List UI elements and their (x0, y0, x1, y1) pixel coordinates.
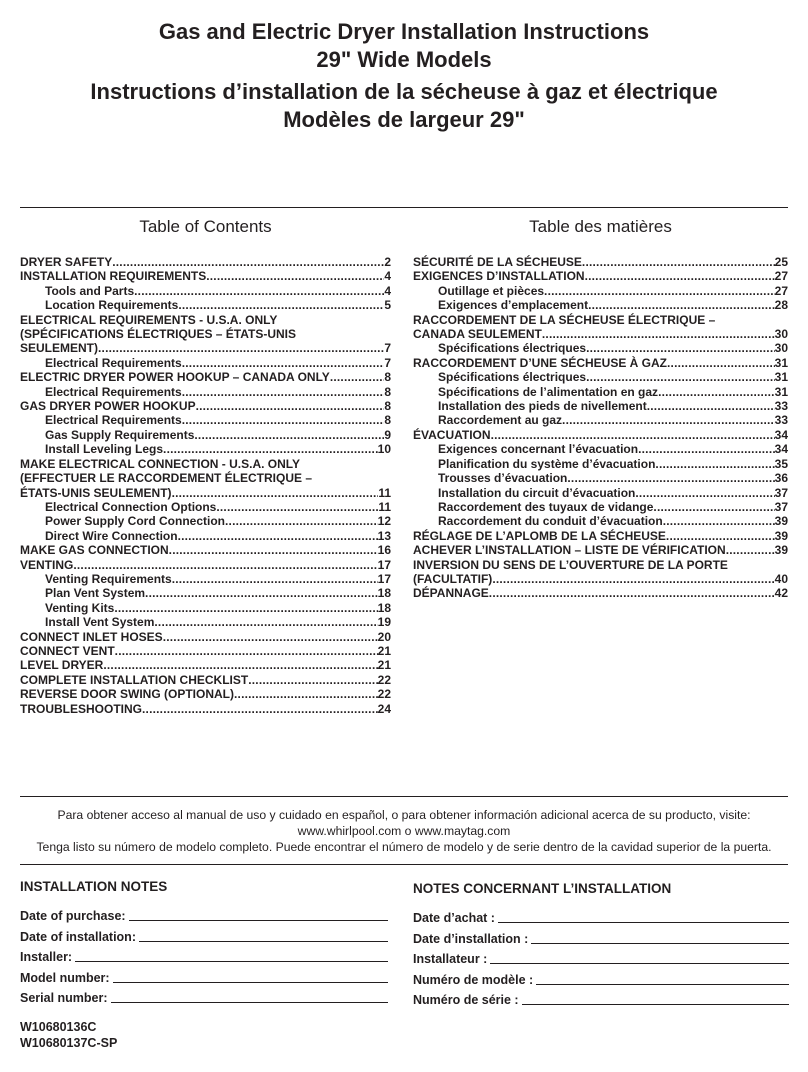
toc-entry-page: 36 (774, 471, 788, 486)
note-field-label: Numéro de modèle : (413, 972, 534, 987)
toc-list-en (20, 255, 391, 716)
toc-entry-page: 30 (774, 327, 788, 342)
toc-entry-page: 24 (377, 701, 391, 716)
toc-entry[interactable] (20, 514, 391, 528)
toc-entry-label: Installation des pieds de nivellement (438, 399, 647, 414)
toc-entry-page: 39 (774, 528, 788, 543)
toc-dot-leader (647, 399, 775, 413)
toc-entry-page: 17 (377, 557, 391, 572)
part-number-1: W10680136C (20, 1020, 97, 1034)
toc-entry-page: 37 (774, 499, 788, 514)
toc-entry-label: CONNECT VENT (20, 643, 115, 658)
toc-entry-label: Location Requirements (45, 298, 179, 313)
toc-entry[interactable] (413, 486, 788, 500)
toc-entry-label: Planification du système d’évacuation (438, 456, 656, 471)
note-field-blank-line[interactable] (490, 952, 789, 964)
toc-entry-label: (EFFECTUER LE RACCORDEMENT ÉLECTRIQUE – (20, 471, 313, 486)
toc-entry-page: 34 (774, 442, 788, 457)
toc-entry[interactable] (20, 255, 391, 269)
toc-entry-page: 13 (377, 528, 391, 543)
toc-entry-label: Gas Supply Requirements (45, 427, 195, 442)
toc-list-fr (413, 255, 788, 601)
toc-entry[interactable] (20, 486, 391, 500)
toc-entry-page: 37 (774, 485, 788, 500)
toc-entry[interactable] (413, 313, 788, 327)
toc-entry-label: VENTING (20, 557, 74, 572)
toc-entry[interactable] (413, 413, 788, 427)
toc-entry[interactable] (20, 298, 391, 312)
toc-entry-label: MAKE GAS CONNECTION (20, 543, 169, 558)
note-field (413, 905, 789, 925)
toc-entry-page: 8 (384, 370, 391, 385)
toc-entry[interactable] (20, 385, 391, 399)
toc-dot-leader (154, 615, 377, 629)
toc-dot-leader (588, 298, 775, 312)
toc-entry-label: ÉVACUATION (413, 427, 491, 442)
toc-entry[interactable] (20, 457, 391, 471)
toc-dot-leader (145, 586, 378, 600)
toc-dot-leader (655, 457, 774, 471)
toc-dot-leader (638, 442, 775, 456)
toc-dot-leader (112, 255, 384, 269)
toc-dot-leader (196, 399, 385, 413)
toc-entry-page: 7 (384, 341, 391, 356)
toc-entry[interactable] (413, 356, 788, 370)
note-field-blank-line[interactable] (531, 932, 789, 944)
toc-dot-leader (567, 471, 774, 485)
note-field-blank-line[interactable] (498, 911, 789, 923)
toc-entry[interactable] (20, 601, 391, 615)
bottom-divider (20, 796, 788, 797)
toc-entry-page: 12 (377, 514, 391, 529)
toc-entry[interactable] (413, 284, 788, 298)
toc-french (413, 216, 788, 601)
toc-entry-label: Raccordement des tuyaux de vidange (438, 499, 654, 514)
toc-entry-label: RACCORDEMENT DE LA SÉCHEUSE ÉLECTRIQUE – (413, 312, 716, 327)
toc-entry-page: 40 (774, 571, 788, 586)
toc-entry-page: 22 (377, 672, 391, 687)
toc-entry-label: Electrical Connection Options (45, 499, 217, 514)
toc-entry-page: 22 (377, 687, 391, 702)
top-divider (20, 207, 788, 208)
toc-entry-label: REVERSE DOOR SWING (OPTIONAL) (20, 687, 235, 702)
toc-entry[interactable] (20, 370, 391, 384)
toc-entry[interactable] (413, 428, 788, 442)
toc-entry[interactable] (413, 255, 788, 269)
toc-entry-label: COMPLETE INSTALLATION CHECKLIST (20, 672, 249, 687)
toc-entry-page: 21 (377, 658, 391, 673)
toc-entry[interactable] (413, 442, 788, 456)
toc-entry[interactable] (20, 327, 391, 341)
toc-entry[interactable] (413, 457, 788, 471)
toc-entry-label: LEVEL DRYER (20, 658, 104, 673)
toc-dot-leader (194, 428, 384, 442)
note-field (413, 987, 789, 1007)
toc-entry-label: RÉGLAGE DE L’APLOMB DE LA SÉCHEUSE (413, 528, 666, 543)
toc-entry[interactable] (20, 428, 391, 442)
toc-entry-label: Power Supply Cord Connection (45, 514, 226, 529)
note-field-label: Date of installation: (20, 929, 136, 944)
toc-entry[interactable] (413, 572, 788, 586)
toc-entry[interactable] (413, 269, 788, 283)
toc-entry-page: 2 (384, 255, 391, 269)
toc-entry-page: 33 (774, 413, 788, 428)
toc-entry-page: 17 (377, 571, 391, 586)
toc-entry[interactable] (413, 341, 788, 355)
toc-entry[interactable] (413, 586, 788, 600)
toc-entry-label: MAKE ELECTRICAL CONNECTION - U.S.A. ONLY (20, 456, 301, 471)
toc-entry-label: SÉCURITÉ DE LA SÉCHEUSE (413, 255, 582, 269)
toc-entry-page: 18 (377, 586, 391, 601)
toc-dot-leader (667, 356, 775, 370)
toc-dot-leader (582, 255, 775, 269)
notes-title-fr: NOTES CONCERNANT L’INSTALLATION (413, 881, 672, 896)
toc-dot-leader (663, 514, 775, 528)
title-fr-line1: Instructions d’installation de la sécheuse à gaz et électrique (90, 79, 718, 104)
toc-entry[interactable] (413, 385, 788, 399)
toc-entry[interactable] (413, 529, 788, 543)
toc-dot-leader (562, 413, 775, 427)
toc-entry[interactable] (20, 630, 391, 644)
toc-entry[interactable] (20, 341, 391, 355)
toc-entry-page: 35 (774, 456, 788, 471)
toc-dot-leader (635, 486, 774, 500)
toc-dot-leader (73, 558, 377, 572)
toc-entry-page: 30 (774, 341, 788, 356)
toc-dot-leader (225, 514, 378, 528)
toc-entry-page: 19 (377, 615, 391, 630)
title-en-line2: 29" Wide Models (316, 47, 492, 72)
toc-dot-leader (172, 572, 378, 586)
info-line-2: www.whirlpool.com o www.maytag.com (297, 824, 511, 838)
toc-entry-label: Electrical Requirements (45, 413, 182, 428)
note-field-label: Date d’installation : (413, 931, 529, 946)
toc-entry-label: Exigences concernant l’évacuation (438, 442, 639, 457)
notes-title-en: INSTALLATION NOTES (20, 879, 168, 894)
toc-entry-label: Outillage et pièces (438, 283, 545, 298)
toc-entry-page: 9 (384, 427, 391, 442)
toc-dot-leader (134, 284, 384, 298)
toc-entry[interactable] (20, 658, 391, 672)
toc-dot-leader (492, 572, 774, 586)
toc-entry-page: 11 (378, 485, 391, 500)
note-field-blank-line[interactable] (522, 993, 789, 1005)
toc-entry-label: CANADA SEULEMENT (413, 327, 542, 342)
toc-entry-page: 5 (384, 298, 391, 313)
toc-dot-leader (182, 356, 385, 370)
notes-divider (20, 864, 788, 865)
toc-dot-leader (234, 687, 378, 701)
note-field-label: Installateur : (413, 952, 488, 967)
toc-entry[interactable] (20, 471, 391, 485)
toc-entry-page: 4 (384, 283, 391, 298)
note-field (413, 946, 789, 966)
toc-entry[interactable] (20, 269, 391, 283)
toc-dot-leader (115, 644, 378, 658)
toc-entry-label: GAS DRYER POWER HOOKUP (20, 399, 196, 414)
document-header (0, 18, 808, 134)
toc-entry-page: 10 (377, 442, 391, 457)
toc-entry-page: 33 (774, 399, 788, 414)
note-field-label: Serial number: (20, 990, 108, 1005)
spanish-info-note (0, 807, 808, 855)
note-field-label: Model number: (20, 970, 110, 985)
toc-entry[interactable] (20, 644, 391, 658)
toc-dot-leader (206, 269, 384, 283)
toc-entry-label: Raccordement au gaz (438, 413, 563, 428)
toc-dot-leader (544, 284, 775, 298)
toc-entry-page: 39 (774, 514, 788, 529)
toc-entry-label: Venting Requirements (45, 571, 172, 586)
note-field-blank-line[interactable] (111, 991, 388, 1003)
toc-entry[interactable] (20, 702, 391, 716)
toc-dot-leader (216, 500, 378, 514)
info-line-1: Para obtener acceso al manual de uso y cuidado en español, o para obtener información adicional acerca de su producto, visite: (57, 808, 751, 822)
toc-entry-label: RACCORDEMENT D’UNE SÉCHEUSE À GAZ (413, 355, 668, 370)
part-number-2: W10680137C-SP (20, 1036, 118, 1050)
toc-entry[interactable] (20, 442, 391, 456)
toc-entry-label: EXIGENCES D’INSTALLATION (413, 269, 585, 284)
installation-notes-en (20, 878, 388, 1005)
toc-entry-label: ÉTATS-UNIS SEULEMENT) (20, 485, 172, 500)
toc-entry-label: Install Vent System (45, 615, 155, 630)
title-fr-line2: Modèles de largeur 29" (283, 107, 525, 132)
toc-entry[interactable] (20, 558, 391, 572)
toc-english (20, 216, 391, 716)
toc-entry-label: ELECTRIC DRYER POWER HOOKUP – CANADA ONLY (20, 370, 330, 385)
toc-entry-page: 28 (774, 298, 788, 313)
toc-entry-page: 16 (377, 543, 391, 558)
toc-entry[interactable] (413, 327, 788, 341)
toc-dot-leader (178, 298, 384, 312)
toc-entry-label: Electrical Requirements (45, 355, 182, 370)
toc-entry[interactable] (20, 500, 391, 514)
toc-entry-label: DRYER SAFETY (20, 255, 113, 269)
toc-dot-leader (163, 630, 378, 644)
note-field-blank-line[interactable] (113, 971, 388, 983)
toc-entry-label: Installation du circuit d’évacuation (438, 485, 636, 500)
toc-entry[interactable] (20, 586, 391, 600)
toc-entry[interactable] (413, 500, 788, 514)
toc-entry-label: Spécifications de l’alimentation en gaz (438, 384, 659, 399)
toc-entry-label: Raccordement du conduit d’évacuation (438, 514, 663, 529)
toc-entry-page: 8 (384, 384, 391, 399)
note-field (413, 925, 789, 945)
note-field-label: Date d’achat : (413, 911, 495, 926)
toc-entry-page: 34 (774, 427, 788, 442)
toc-dot-leader (98, 341, 384, 355)
toc-entry-label: TROUBLESHOOTING (20, 701, 142, 716)
note-field (20, 985, 388, 1005)
toc-dot-leader (489, 586, 775, 600)
toc-dot-leader (163, 442, 378, 456)
toc-dot-leader (653, 500, 774, 514)
toc-entry-label: ELECTRICAL REQUIREMENTS - U.S.A. ONLY (20, 312, 278, 327)
note-field-blank-line[interactable] (139, 930, 388, 942)
toc-dot-leader (585, 269, 775, 283)
toc-dot-leader (726, 543, 775, 557)
toc-entry-label: Electrical Requirements (45, 384, 182, 399)
toc-heading-en: Table of Contents (139, 217, 272, 236)
toc-entry-label: Trousses d’évacuation (438, 471, 568, 486)
toc-entry[interactable] (20, 356, 391, 370)
toc-entry-page: 7 (384, 355, 391, 370)
toc-entry-page: 42 (774, 586, 788, 601)
toc-entry[interactable] (20, 399, 391, 413)
title-en-line1: Gas and Electric Dryer Installation Instructions (158, 19, 650, 44)
toc-entry-page: 11 (378, 499, 391, 514)
toc-entry[interactable] (413, 558, 788, 572)
toc-dot-leader (330, 370, 385, 384)
toc-entry[interactable] (20, 572, 391, 586)
toc-entry[interactable] (413, 298, 788, 312)
toc-dot-leader (542, 327, 775, 341)
toc-entry-page: 18 (377, 600, 391, 615)
toc-entry[interactable] (413, 543, 788, 557)
toc-entry[interactable] (20, 529, 391, 543)
note-field-label: Numéro de série : (413, 992, 519, 1007)
note-field-blank-line[interactable] (129, 909, 388, 921)
note-field (20, 903, 388, 923)
toc-dot-leader (586, 341, 775, 355)
toc-entry[interactable] (20, 413, 391, 427)
toc-entry[interactable] (20, 615, 391, 629)
note-field (20, 964, 388, 984)
toc-entry-label: Spécifications électriques (438, 370, 587, 385)
installation-notes-fr (413, 878, 789, 1007)
toc-entry-label: Plan Vent System (45, 586, 146, 601)
toc-entry-page: 31 (774, 384, 788, 399)
toc-entry-page: 27 (774, 283, 788, 298)
toc-entry-page: 39 (774, 543, 788, 558)
note-field-label: Installer: (20, 950, 73, 965)
toc-entry-label: (SPÉCIFICATIONS ÉLECTRIQUES – ÉTATS-UNIS (20, 327, 297, 342)
toc-entry-page: 4 (384, 269, 391, 284)
toc-entry-label: Tools and Parts (45, 283, 135, 298)
toc-entry-page: 31 (774, 370, 788, 385)
toc-entry-label: Venting Kits (45, 600, 115, 615)
toc-entry-label: Exigences d’emplacement (438, 298, 589, 313)
document-codes (20, 1019, 117, 1051)
note-field (20, 944, 388, 964)
toc-entry-label: DÉPANNAGE (413, 586, 489, 601)
toc-entry-label: SEULEMENT) (20, 341, 98, 356)
toc-entry-label: (FACULTATIF) (413, 571, 493, 586)
toc-dot-leader (658, 385, 775, 399)
info-line-3: Tenga listo su número de modelo completo. Puede encontrar el número de modelo y de serie dentro de la cavidad superior de la puerta. (36, 840, 772, 854)
note-field (413, 966, 789, 986)
toc-dot-leader (182, 413, 385, 427)
toc-dot-leader (182, 385, 385, 399)
toc-entry-label: CONNECT INLET HOSES (20, 629, 163, 644)
note-field-label: Date of purchase: (20, 909, 126, 924)
toc-entry[interactable] (413, 471, 788, 485)
toc-entry[interactable] (20, 313, 391, 327)
toc-dot-leader (114, 601, 377, 615)
toc-dot-leader (142, 702, 378, 716)
toc-entry-page: 20 (377, 629, 391, 644)
note-field-blank-line[interactable] (75, 950, 388, 962)
note-field (20, 923, 388, 943)
toc-entry-page: 27 (774, 269, 788, 284)
toc-entry[interactable] (413, 399, 788, 413)
toc-entry[interactable] (20, 543, 391, 557)
toc-entry-label: INSTALLATION REQUIREMENTS (20, 269, 207, 284)
toc-entry-label: INVERSION DU SENS DE L’OUVERTURE DE LA PORTE (413, 557, 728, 572)
toc-dot-leader (666, 529, 775, 543)
toc-entry[interactable] (20, 284, 391, 298)
toc-entry-label: Spécifications électriques (438, 341, 587, 356)
toc-entry-label: Install Leveling Legs (45, 442, 164, 457)
toc-entry[interactable] (413, 370, 788, 384)
toc-entry[interactable] (20, 673, 391, 687)
toc-heading-fr: Table des matières (529, 217, 672, 236)
note-field-blank-line[interactable] (536, 973, 789, 985)
toc-dot-leader (172, 486, 379, 500)
toc-entry-page: 21 (377, 643, 391, 658)
toc-dot-leader (169, 543, 378, 557)
toc-entry-page: 8 (384, 399, 391, 414)
toc-entry[interactable] (20, 687, 391, 701)
toc-entry-page: 25 (774, 255, 788, 269)
toc-dot-leader (586, 370, 775, 384)
toc-dot-leader (103, 658, 377, 672)
toc-entry-page: 31 (774, 355, 788, 370)
toc-entry-page: 8 (384, 413, 391, 428)
toc-dot-leader (491, 428, 775, 442)
toc-entry-label: ACHEVER L’INSTALLATION – LISTE DE VÉRIFICATION (413, 543, 726, 558)
toc-entry[interactable] (413, 514, 788, 528)
toc-dot-leader (178, 529, 378, 543)
toc-entry-label: Direct Wire Connection (45, 528, 178, 543)
toc-dot-leader (248, 673, 377, 687)
